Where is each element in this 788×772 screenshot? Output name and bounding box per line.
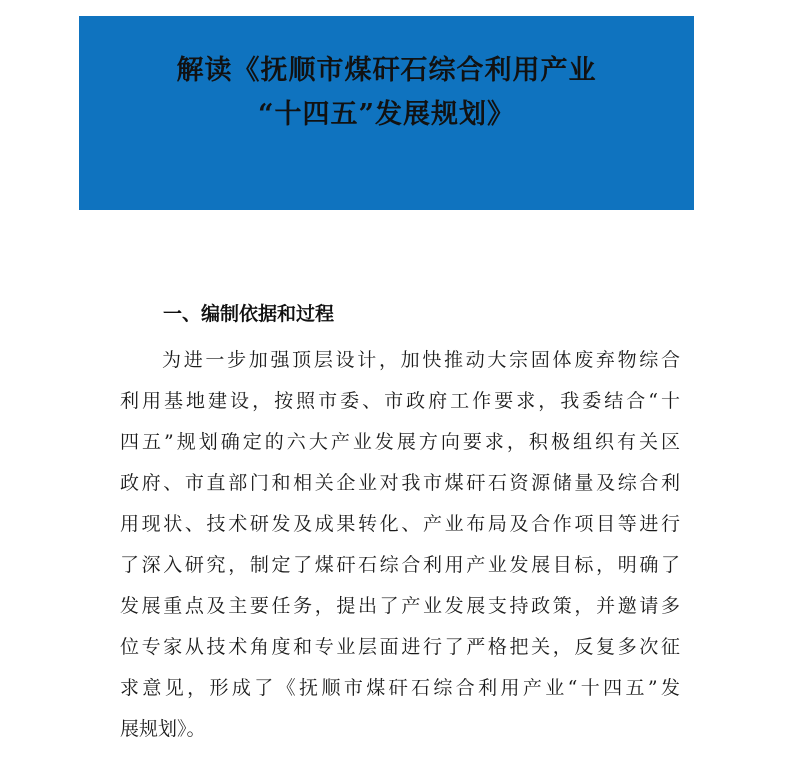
paragraph-line: 展规划》。 <box>120 718 206 740</box>
paragraph-line: 了深入研究，制定了煤矸石综合利用产业发展目标，明确了 <box>120 554 680 576</box>
paragraph-line: 为进一步加强顶层设计，加快推动大宗固体废弃物综合 <box>162 349 680 371</box>
paragraph-line: 位专家从技术角度和专业层面进行了严格把关，反复多次征 <box>120 636 680 658</box>
paragraph-line: 四五”规划确定的六大产业发展方向要求，积极组织有关区 <box>120 431 680 453</box>
section-paragraph <box>120 340 680 750</box>
section-heading: 一、编制依据和过程 <box>163 303 335 325</box>
paragraph-line: 求意见，形成了《抚顺市煤矸石综合利用产业“十四五”发 <box>120 677 680 699</box>
paragraph-line: 利用基地建设，按照市委、市政府工作要求，我委结合“十 <box>120 390 680 412</box>
title-banner <box>79 16 694 210</box>
document-title-line-1: 解读《抚顺市煤矸石综合利用产业 <box>176 55 597 86</box>
paragraph-line: 用现状、技术研发及成果转化、产业布局及合作项目等进行 <box>120 513 680 535</box>
paragraph-line: 政府、市直部门和相关企业对我市煤矸石资源储量及综合利 <box>120 472 680 494</box>
paragraph-line: 发展重点及主要任务，提出了产业发展支持政策，并邀请多 <box>120 595 680 617</box>
document-title-line-2: “十四五”发展规划》 <box>257 99 516 130</box>
